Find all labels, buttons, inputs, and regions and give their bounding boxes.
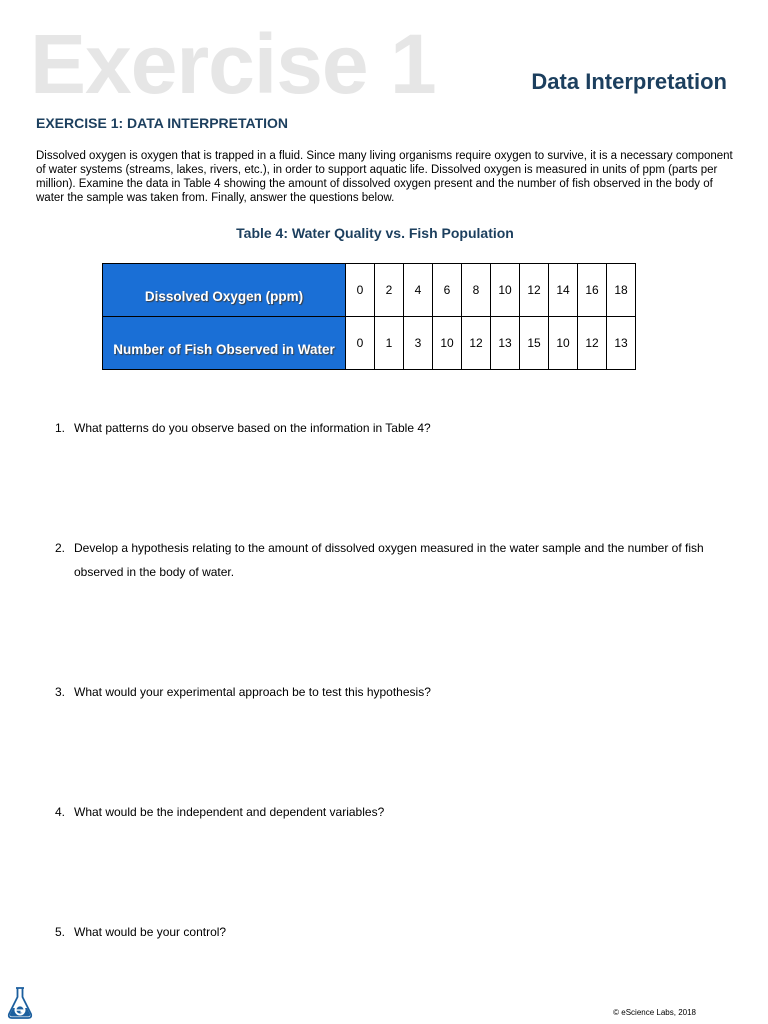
question-number: 2.	[55, 541, 66, 555]
table-caption: Table 4: Water Quality vs. Fish Population	[236, 225, 514, 241]
question-text: What would be the independent and dependent variables?	[74, 805, 385, 819]
table-cell: 0	[346, 264, 375, 317]
question-number: 4.	[55, 805, 66, 819]
question-text: What patterns do you observe based on the information in Table 4?	[74, 421, 431, 435]
question-4	[55, 800, 735, 824]
question-3	[55, 680, 735, 704]
table-cell: 12	[578, 317, 607, 370]
question-number: 1.	[55, 421, 66, 435]
table-cell: 0	[346, 317, 375, 370]
row-header-label: Number of Fish Observed in Water	[113, 341, 335, 357]
question-number: 3.	[55, 685, 66, 699]
copyright-footer: © eScience Labs, 2018	[613, 1008, 696, 1017]
table-cell: 12	[462, 317, 491, 370]
table-cell: 14	[549, 264, 578, 317]
data-table	[102, 263, 636, 370]
question-1	[55, 416, 735, 440]
table-cell: 10	[433, 317, 462, 370]
exercise-watermark: Exercise 1	[30, 17, 436, 111]
row-header	[103, 264, 346, 317]
header-title: Data Interpretation	[531, 69, 727, 94]
table-cell: 2	[375, 264, 404, 317]
question-number: 5.	[55, 925, 66, 939]
table-cell: 6	[433, 264, 462, 317]
table-cell: 1	[375, 317, 404, 370]
question-text: What would be your control?	[74, 925, 227, 939]
question-2	[55, 536, 735, 584]
table-row-fish-count	[103, 317, 636, 370]
table-cell: 16	[578, 264, 607, 317]
escience-flask-logo-icon	[7, 986, 33, 1020]
question-5	[55, 920, 735, 944]
row-header	[103, 317, 346, 370]
table-cell: 4	[404, 264, 433, 317]
table-cell: 10	[549, 317, 578, 370]
table-row-dissolved-oxygen	[103, 264, 636, 317]
table-cell: 13	[491, 317, 520, 370]
table-cell: 13	[607, 317, 636, 370]
table-cell: 8	[462, 264, 491, 317]
row-header-label: Dissolved Oxygen (ppm)	[144, 288, 304, 304]
table-cell: 12	[520, 264, 549, 317]
table-cell: 18	[607, 264, 636, 317]
question-text: Develop a hypothesis relating to the amount of dissolved oxygen measured in the water sample and the number of fish observed in the body of water.	[74, 541, 704, 579]
intro-paragraph: Dissolved oxygen is oxygen that is trapped in a fluid. Since many living organisms require oxygen to survive, it is a necessary component of water systems (streams, lakes, rivers, etc.), in order to support aquatic life. Dissolved oxygen is measured in units of ppm (parts per million). Examine the data in Table 4 showing the amount of dissolved oxygen present and the number of fish observed in the body of water the sample was taken from. Finally, answer the questions below.	[36, 150, 733, 204]
table-cell: 15	[520, 317, 549, 370]
question-text: What would your experimental approach be to test this hypothesis?	[74, 685, 431, 699]
table-cell: 10	[491, 264, 520, 317]
table-cell: 3	[404, 317, 433, 370]
section-title: EXERCISE 1: DATA INTERPRETATION	[36, 115, 289, 131]
